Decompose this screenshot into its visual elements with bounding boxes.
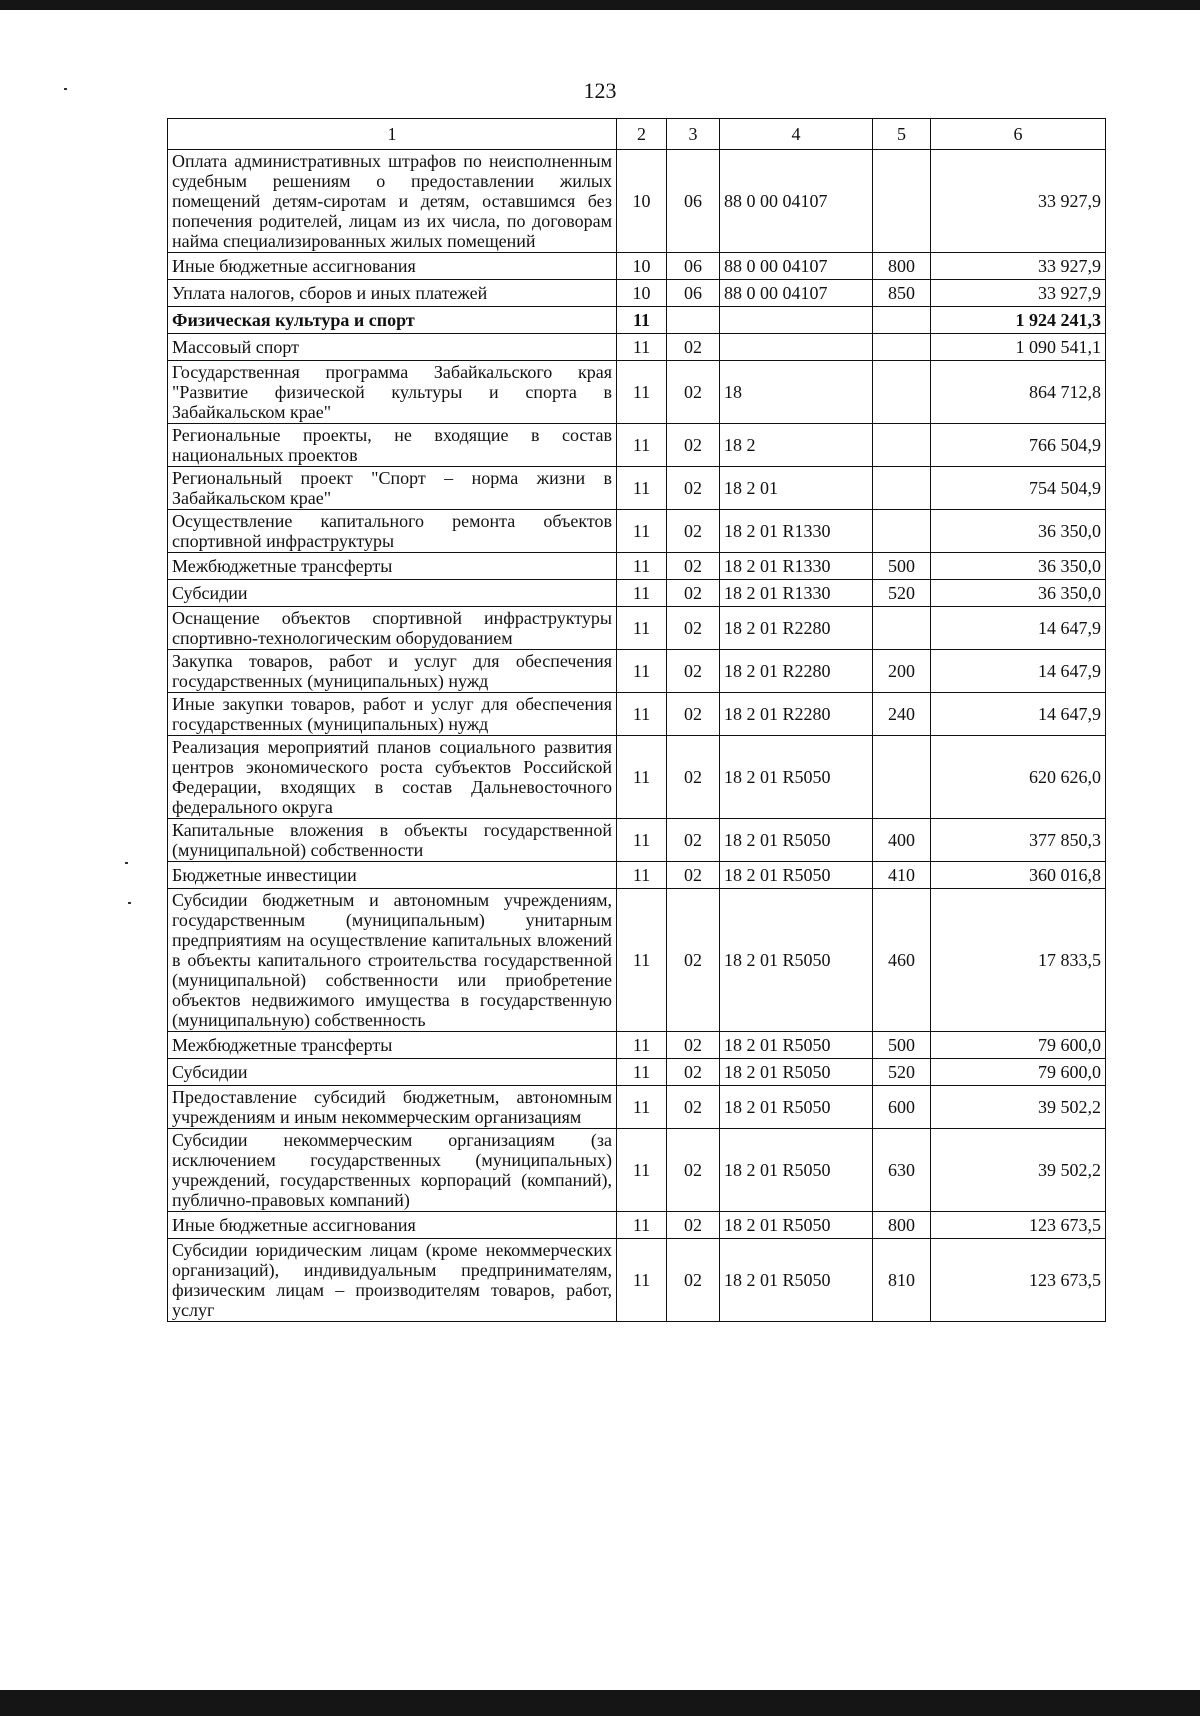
expense-type-cell: 800 bbox=[873, 253, 931, 280]
row-name-cell: Региональные проекты, не входящие в состав национальных проектов bbox=[168, 424, 617, 467]
section-code-cell: 10 bbox=[617, 150, 667, 253]
target-article-cell: 18 2 01 R5050 bbox=[720, 736, 873, 819]
expense-type-cell bbox=[873, 467, 931, 510]
subsection-code-cell: 02 bbox=[667, 361, 720, 424]
target-article-cell: 18 2 01 R1330 bbox=[720, 510, 873, 553]
row-name-cell: Капитальные вложения в объекты государственной (муниципальной) собственности bbox=[168, 819, 617, 862]
row-name-cell: Субсидии некоммерческим организациям (за исключением государственных (муниципальных) учреждений, государственных корпораций (компаний), публично-правовых компаний) bbox=[168, 1129, 617, 1212]
subsection-code-cell: 02 bbox=[667, 650, 720, 693]
row-name-cell: Межбюджетные трансферты bbox=[168, 553, 617, 580]
amount-cell: 14 647,9 bbox=[931, 607, 1106, 650]
section-code-cell: 11 bbox=[617, 580, 667, 607]
amount-cell: 620 626,0 bbox=[931, 736, 1106, 819]
target-article-cell: 88 0 00 04107 bbox=[720, 150, 873, 253]
section-code-cell: 11 bbox=[617, 736, 667, 819]
section-code-cell: 11 bbox=[617, 819, 667, 862]
expense-type-cell: 810 bbox=[873, 1239, 931, 1322]
expense-type-cell bbox=[873, 150, 931, 253]
subsection-code-cell: 02 bbox=[667, 862, 720, 889]
amount-cell: 123 673,5 bbox=[931, 1212, 1106, 1239]
table-row bbox=[168, 693, 1106, 736]
table-row bbox=[168, 1239, 1106, 1322]
expense-type-cell: 200 bbox=[873, 650, 931, 693]
amount-cell: 33 927,9 bbox=[931, 280, 1106, 307]
header-col-6: 6 bbox=[931, 119, 1106, 150]
amount-cell: 864 712,8 bbox=[931, 361, 1106, 424]
row-name-cell: Субсидии bbox=[168, 1059, 617, 1086]
header-col-1: 1 bbox=[168, 119, 617, 150]
subsection-code-cell: 02 bbox=[667, 467, 720, 510]
table-row bbox=[168, 510, 1106, 553]
row-name-cell: Региональный проект "Спорт – норма жизни в Забайкальском крае" bbox=[168, 467, 617, 510]
table-row bbox=[168, 889, 1106, 1032]
header-col-2: 2 bbox=[617, 119, 667, 150]
amount-cell: 33 927,9 bbox=[931, 253, 1106, 280]
subsection-code-cell: 02 bbox=[667, 1086, 720, 1129]
subsection-code-cell: 02 bbox=[667, 1059, 720, 1086]
subsection-code-cell: 02 bbox=[667, 1239, 720, 1322]
target-article-cell bbox=[720, 307, 873, 334]
target-article-cell: 88 0 00 04107 bbox=[720, 253, 873, 280]
table-row bbox=[168, 334, 1106, 361]
subsection-code-cell: 06 bbox=[667, 253, 720, 280]
section-code-cell: 10 bbox=[617, 253, 667, 280]
target-article-cell: 18 2 01 R5050 bbox=[720, 1212, 873, 1239]
expense-type-cell bbox=[873, 334, 931, 361]
amount-cell: 1 090 541,1 bbox=[931, 334, 1106, 361]
target-article-cell: 18 2 01 R1330 bbox=[720, 580, 873, 607]
section-code-cell: 11 bbox=[617, 1212, 667, 1239]
section-code-cell: 11 bbox=[617, 1032, 667, 1059]
section-code-cell: 11 bbox=[617, 889, 667, 1032]
table-row bbox=[168, 280, 1106, 307]
target-article-cell: 18 2 01 R5050 bbox=[720, 1032, 873, 1059]
table-row bbox=[168, 580, 1106, 607]
subsection-code-cell: 02 bbox=[667, 580, 720, 607]
expense-type-cell bbox=[873, 307, 931, 334]
target-article-cell bbox=[720, 334, 873, 361]
target-article-cell: 18 2 01 R5050 bbox=[720, 889, 873, 1032]
table-row bbox=[168, 553, 1106, 580]
section-code-cell: 11 bbox=[617, 693, 667, 736]
expense-type-cell bbox=[873, 736, 931, 819]
subsection-code-cell: 02 bbox=[667, 1212, 720, 1239]
section-code-cell: 11 bbox=[617, 467, 667, 510]
expense-type-cell: 520 bbox=[873, 580, 931, 607]
row-name-cell: Осуществление капитального ремонта объектов спортивной инфраструктуры bbox=[168, 510, 617, 553]
table-row bbox=[168, 862, 1106, 889]
table-row bbox=[168, 1212, 1106, 1239]
table-row bbox=[168, 424, 1106, 467]
expense-type-cell: 630 bbox=[873, 1129, 931, 1212]
expense-type-cell: 500 bbox=[873, 553, 931, 580]
section-code-cell: 11 bbox=[617, 307, 667, 334]
row-name-cell: Иные закупки товаров, работ и услуг для обеспечения государственных (муниципальных) нужд bbox=[168, 693, 617, 736]
row-name-cell: Предоставление субсидий бюджетным, автономным учреждениям и иным некоммерческим организациям bbox=[168, 1086, 617, 1129]
section-code-cell: 11 bbox=[617, 1059, 667, 1086]
expense-type-cell bbox=[873, 510, 931, 553]
subsection-code-cell: 02 bbox=[667, 1129, 720, 1212]
target-article-cell: 18 2 bbox=[720, 424, 873, 467]
section-code-cell: 11 bbox=[617, 424, 667, 467]
table-row bbox=[168, 1032, 1106, 1059]
table-header-row bbox=[168, 119, 1106, 150]
table-row bbox=[168, 307, 1106, 334]
scan-top-border bbox=[0, 0, 1200, 10]
row-name-cell: Иные бюджетные ассигнования bbox=[168, 1212, 617, 1239]
expense-type-cell: 400 bbox=[873, 819, 931, 862]
table-row bbox=[168, 150, 1106, 253]
target-article-cell: 18 2 01 R2280 bbox=[720, 650, 873, 693]
section-code-cell: 11 bbox=[617, 510, 667, 553]
target-article-cell: 18 2 01 R5050 bbox=[720, 862, 873, 889]
table-row bbox=[168, 607, 1106, 650]
table-row bbox=[168, 650, 1106, 693]
subsection-code-cell: 06 bbox=[667, 280, 720, 307]
expense-type-cell: 410 bbox=[873, 862, 931, 889]
subsection-code-cell: 02 bbox=[667, 334, 720, 361]
row-name-cell: Субсидии юридическим лицам (кроме некоммерческих организаций), индивидуальным предпринимателям, физическим лицам – производителям товаров, работ, услуг bbox=[168, 1239, 617, 1322]
row-name-cell: Межбюджетные трансферты bbox=[168, 1032, 617, 1059]
amount-cell: 79 600,0 bbox=[931, 1059, 1106, 1086]
subsection-code-cell: 02 bbox=[667, 424, 720, 467]
row-name-cell: Субсидии bbox=[168, 580, 617, 607]
target-article-cell: 18 2 01 R5050 bbox=[720, 1059, 873, 1086]
expense-type-cell bbox=[873, 607, 931, 650]
subsection-code-cell bbox=[667, 307, 720, 334]
target-article-cell: 18 2 01 R2280 bbox=[720, 693, 873, 736]
amount-cell: 766 504,9 bbox=[931, 424, 1106, 467]
target-article-cell: 18 2 01 R5050 bbox=[720, 1239, 873, 1322]
subsection-code-cell: 02 bbox=[667, 510, 720, 553]
scan-speck bbox=[125, 862, 128, 864]
table-row bbox=[168, 361, 1106, 424]
section-code-cell: 11 bbox=[617, 553, 667, 580]
section-code-cell: 11 bbox=[617, 650, 667, 693]
section-code-cell: 11 bbox=[617, 862, 667, 889]
amount-cell: 123 673,5 bbox=[931, 1239, 1106, 1322]
page-number: 123 bbox=[583, 78, 617, 103]
amount-cell: 39 502,2 bbox=[931, 1129, 1106, 1212]
target-article-cell: 18 2 01 R2280 bbox=[720, 607, 873, 650]
target-article-cell: 18 bbox=[720, 361, 873, 424]
amount-cell: 36 350,0 bbox=[931, 580, 1106, 607]
table-body bbox=[168, 150, 1106, 1322]
section-code-cell: 11 bbox=[617, 1239, 667, 1322]
amount-cell: 36 350,0 bbox=[931, 510, 1106, 553]
table-row bbox=[168, 253, 1106, 280]
target-article-cell: 18 2 01 R5050 bbox=[720, 1129, 873, 1212]
section-code-cell: 11 bbox=[617, 1086, 667, 1129]
amount-cell: 79 600,0 bbox=[931, 1032, 1106, 1059]
expense-type-cell bbox=[873, 361, 931, 424]
section-code-cell: 11 bbox=[617, 334, 667, 361]
subsection-code-cell: 06 bbox=[667, 150, 720, 253]
header-col-4: 4 bbox=[720, 119, 873, 150]
amount-cell: 377 850,3 bbox=[931, 819, 1106, 862]
expense-type-cell: 850 bbox=[873, 280, 931, 307]
subsection-code-cell: 02 bbox=[667, 1032, 720, 1059]
amount-cell: 1 924 241,3 bbox=[931, 307, 1106, 334]
row-name-cell: Закупка товаров, работ и услуг для обеспечения государственных (муниципальных) нужд bbox=[168, 650, 617, 693]
subsection-code-cell: 02 bbox=[667, 693, 720, 736]
scan-speck bbox=[128, 902, 131, 904]
expense-type-cell: 800 bbox=[873, 1212, 931, 1239]
subsection-code-cell: 02 bbox=[667, 607, 720, 650]
amount-cell: 36 350,0 bbox=[931, 553, 1106, 580]
header-col-3: 3 bbox=[667, 119, 720, 150]
row-name-cell: Оснащение объектов спортивной инфраструктуры спортивно-технологическим оборудованием bbox=[168, 607, 617, 650]
amount-cell: 754 504,9 bbox=[931, 467, 1106, 510]
target-article-cell: 18 2 01 R5050 bbox=[720, 819, 873, 862]
target-article-cell: 88 0 00 04107 bbox=[720, 280, 873, 307]
section-code-cell: 11 bbox=[617, 1129, 667, 1212]
subsection-code-cell: 02 bbox=[667, 889, 720, 1032]
target-article-cell: 18 2 01 R5050 bbox=[720, 1086, 873, 1129]
table-row bbox=[168, 1086, 1106, 1129]
expense-type-cell: 520 bbox=[873, 1059, 931, 1086]
expense-type-cell bbox=[873, 424, 931, 467]
row-name-cell: Оплата административных штрафов по неисполненным судебным решениям о предоставлении жилых помещений детям-сиротам и детям, оставшимся без попечения родителей, лицам из их числа, по договорам найма специализированных жилых помещений bbox=[168, 150, 617, 253]
table-row bbox=[168, 1129, 1106, 1212]
header-col-5: 5 bbox=[873, 119, 931, 150]
amount-cell: 14 647,9 bbox=[931, 650, 1106, 693]
amount-cell: 39 502,2 bbox=[931, 1086, 1106, 1129]
amount-cell: 17 833,5 bbox=[931, 889, 1106, 1032]
table-row bbox=[168, 736, 1106, 819]
expense-type-cell: 240 bbox=[873, 693, 931, 736]
expense-type-cell: 460 bbox=[873, 889, 931, 1032]
target-article-cell: 18 2 01 bbox=[720, 467, 873, 510]
row-name-cell: Субсидии бюджетным и автономным учреждениям, государственным (муниципальным) унитарным предприятиям на осуществление капитальных вложений в объекты капитального строительства государственной (муниципальной) собственности или приобретение объектов недвижимого имущества в государственную (муниципальную) собственность bbox=[168, 889, 617, 1032]
table-row bbox=[168, 1059, 1106, 1086]
amount-cell: 360 016,8 bbox=[931, 862, 1106, 889]
scan-bottom-border bbox=[0, 1690, 1200, 1716]
table-row bbox=[168, 467, 1106, 510]
amount-cell: 14 647,9 bbox=[931, 693, 1106, 736]
row-name-cell: Физическая культура и спорт bbox=[168, 307, 617, 334]
row-name-cell: Иные бюджетные ассигнования bbox=[168, 253, 617, 280]
row-name-cell: Уплата налогов, сборов и иных платежей bbox=[168, 280, 617, 307]
row-name-cell: Реализация мероприятий планов социального развития центров экономического роста субъектов Российской Федерации, входящих в состав Дальневосточного федерального округа bbox=[168, 736, 617, 819]
section-code-cell: 10 bbox=[617, 280, 667, 307]
row-name-cell: Бюджетные инвестиции bbox=[168, 862, 617, 889]
section-code-cell: 11 bbox=[617, 361, 667, 424]
table-row bbox=[168, 819, 1106, 862]
expense-type-cell: 500 bbox=[873, 1032, 931, 1059]
expense-type-cell: 600 bbox=[873, 1086, 931, 1129]
section-code-cell: 11 bbox=[617, 607, 667, 650]
subsection-code-cell: 02 bbox=[667, 553, 720, 580]
row-name-cell: Государственная программа Забайкальского края "Развитие физической культуры и спорта в Забайкальском крае" bbox=[168, 361, 617, 424]
amount-cell: 33 927,9 bbox=[931, 150, 1106, 253]
target-article-cell: 18 2 01 R1330 bbox=[720, 553, 873, 580]
subsection-code-cell: 02 bbox=[667, 736, 720, 819]
row-name-cell: Массовый спорт bbox=[168, 334, 617, 361]
budget-table bbox=[167, 118, 1106, 1322]
subsection-code-cell: 02 bbox=[667, 819, 720, 862]
